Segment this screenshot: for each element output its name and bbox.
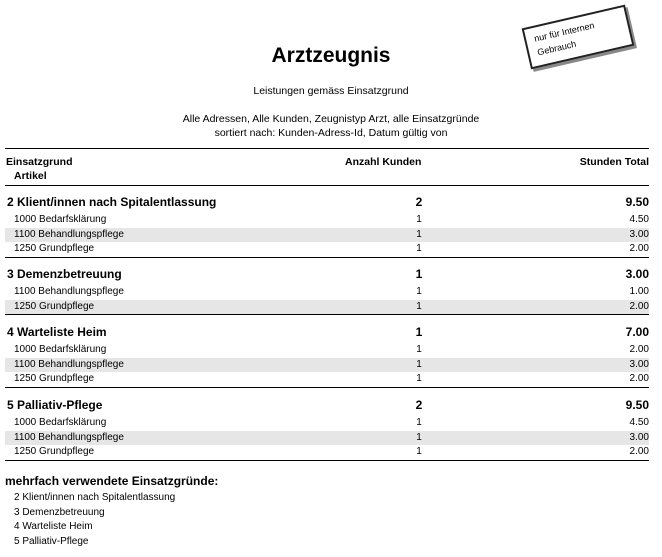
item-name: 1250 Grundpflege xyxy=(14,300,95,312)
item-count: 1 xyxy=(416,286,422,297)
item-hours: 4.50 xyxy=(629,214,649,225)
group-name: 4 Warteliste Heim xyxy=(7,325,107,339)
item-name: 1250 Grundpflege xyxy=(14,243,95,254)
group-header xyxy=(5,398,649,414)
item-hours: 4.50 xyxy=(629,417,649,428)
group-count: 1 xyxy=(415,325,423,339)
item-row xyxy=(5,358,649,372)
item-row xyxy=(5,213,649,227)
group-hours: 9.50 xyxy=(625,195,649,209)
report-subtitle: Leistungen gemäss Einsatzgrund xyxy=(253,85,409,97)
sort-description: sortiert nach: Kunden-Adress-Id, Datum gültig von xyxy=(214,127,448,139)
stamp-line-1: nur für Internen xyxy=(533,20,596,44)
item-name: 1000 Bedarfsklärung xyxy=(14,417,107,428)
group-hours: 3.00 xyxy=(625,267,649,281)
item-name: 1100 Behandlungspflege xyxy=(14,228,124,240)
item-hours: 2.00 xyxy=(629,300,649,312)
item-name: 1100 Behandlungspflege xyxy=(14,431,124,443)
item-count: 1 xyxy=(416,300,422,312)
item-name: 1250 Grundpflege xyxy=(14,373,95,384)
item-name: 1250 Grundpflege xyxy=(14,446,95,457)
column-header-artikel: Artikel xyxy=(14,170,47,182)
item-hours: 2.00 xyxy=(629,373,649,384)
column-header-einsatzgrund: Einsatzgrund xyxy=(6,156,73,168)
multi-used-title: mehrfach verwendete Einsatzgründe: xyxy=(5,474,219,488)
multi-used-item: 3 Demenzbetreuung xyxy=(14,506,105,518)
group-rule xyxy=(5,460,649,461)
item-count: 1 xyxy=(416,431,422,443)
item-name: 1000 Bedarfsklärung xyxy=(14,214,107,225)
column-header-stunden-total: Stunden Total xyxy=(579,156,649,168)
multi-used-item: 4 Warteliste Heim xyxy=(14,521,93,532)
item-row xyxy=(5,242,649,256)
item-hours: 2.00 xyxy=(629,344,649,355)
item-count: 1 xyxy=(416,243,422,254)
report-title: Arztzeugnis xyxy=(271,44,391,67)
item-name: 1000 Bedarfsklärung xyxy=(14,344,107,355)
group-count: 1 xyxy=(415,267,423,281)
item-hours: 1.00 xyxy=(629,286,649,297)
item-count: 1 xyxy=(416,228,422,240)
item-row xyxy=(5,372,649,386)
stamp-line-2: Gebrauch xyxy=(536,38,578,58)
group-count: 2 xyxy=(415,195,423,209)
group-header xyxy=(5,195,649,211)
item-row xyxy=(5,285,649,299)
item-row xyxy=(5,416,649,430)
header-top-rule xyxy=(5,148,649,149)
item-count: 1 xyxy=(416,214,422,225)
group-rule xyxy=(5,314,649,315)
item-hours: 3.00 xyxy=(629,358,649,370)
group-rule xyxy=(5,257,649,258)
item-name: 1100 Behandlungspflege xyxy=(14,286,124,297)
item-count: 1 xyxy=(416,373,422,384)
item-row xyxy=(5,431,649,445)
item-row xyxy=(5,343,649,357)
group-rule xyxy=(5,387,649,388)
item-row xyxy=(5,228,649,242)
filter-description: Alle Adressen, Alle Kunden, Zeugnistyp Arzt, alle Einsatzgründe xyxy=(182,113,480,125)
group-name: 3 Demenzbetreuung xyxy=(7,267,122,281)
group-hours: 7.00 xyxy=(625,325,649,339)
item-hours: 3.00 xyxy=(629,431,649,443)
group-hours: 9.50 xyxy=(625,398,649,412)
item-hours: 2.00 xyxy=(629,243,649,254)
multi-used-item: 5 Palliativ-Pflege xyxy=(14,535,89,547)
multi-used-item: 2 Klient/innen nach Spitalentlassung xyxy=(14,492,176,503)
item-row xyxy=(5,445,649,459)
item-count: 1 xyxy=(416,344,422,355)
header-bottom-rule xyxy=(5,185,649,186)
item-row xyxy=(5,300,649,314)
item-hours: 3.00 xyxy=(629,228,649,240)
group-count: 2 xyxy=(415,398,423,412)
group-header xyxy=(5,325,649,341)
item-count: 1 xyxy=(416,417,422,428)
item-count: 1 xyxy=(416,446,422,457)
group-header xyxy=(5,267,649,283)
group-name: 2 Klient/innen nach Spitalentlassung xyxy=(7,195,217,209)
group-name: 5 Palliativ-Pflege xyxy=(7,398,103,412)
column-header-anzahl-kunden: Anzahl Kunden xyxy=(345,156,422,168)
item-count: 1 xyxy=(416,358,422,370)
item-name: 1100 Behandlungspflege xyxy=(14,358,124,370)
item-hours: 2.00 xyxy=(629,446,649,457)
